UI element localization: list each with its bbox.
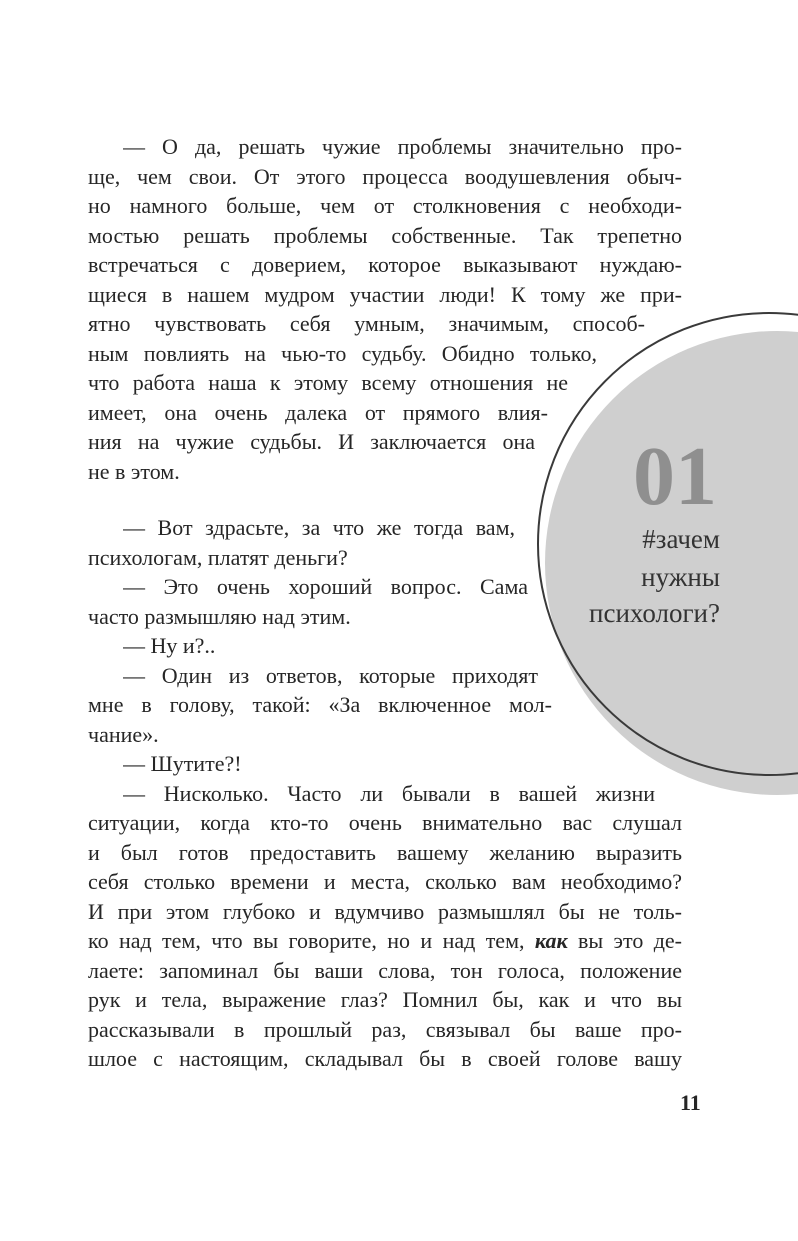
text-line: — Шутите?! — [123, 751, 242, 776]
text-line: ным повлиять на чью-то судьбу. Обидно только, — [88, 341, 597, 366]
text-line: рук и тела, выражение глаз? Помнил бы, как и что вы — [88, 987, 682, 1012]
text-line: часто размышляю над этим. — [88, 604, 351, 629]
text-line: мостью решать проблемы собственные. Так трепетно — [88, 223, 682, 248]
text-line: ния на чужие судьбы. И заключается она — [88, 429, 535, 454]
text-line: не в этом. — [88, 459, 180, 484]
text-fragment: вы это де- — [567, 928, 682, 953]
text-line: — О да, решать чужие проблемы значительно про- — [123, 134, 682, 159]
text-fragment: ко над тем, что вы говорите, но и над тем, — [88, 928, 535, 953]
page-number: 11 — [680, 1090, 701, 1115]
text-line: мне в голову, такой: «За включенное мол- — [88, 692, 552, 717]
text-line: себя столько времени и места, сколько вам необходимо? — [88, 869, 682, 894]
chapter-number: 01 — [633, 430, 717, 523]
text-line: ситуации, когда кто-то очень внимательно вас слушал — [88, 810, 682, 835]
text-line: рассказывали в прошлый раз, связывал бы ваше про- — [88, 1017, 682, 1042]
text-line: шлое с настоящим, складывал бы в своей голове вашу — [88, 1046, 682, 1071]
text-line: имеет, она очень далека от прямого влия- — [88, 400, 548, 425]
text-line: и был готов предоставить вашему желанию выразить — [88, 840, 682, 865]
text-line: — Это очень хороший вопрос. Сама — [123, 574, 528, 599]
text-line: ятно чувствовать себя умным, значимым, способ- — [88, 311, 645, 336]
text-line — [88, 926, 682, 956]
text-line: щиеся в нашем мудром участии люди! К тому же при- — [88, 282, 682, 307]
text-line: ще, чем свои. От этого процесса воодушевления обыч- — [88, 164, 682, 189]
text-line: — Вот здрасьте, за что же тогда вам, — [123, 515, 515, 540]
text-line: но намного больше, чем от столкновения с необходи- — [88, 193, 682, 218]
text-line: встречаться с доверием, которое выказывают нуждаю- — [88, 252, 682, 277]
text-line: чание». — [88, 722, 159, 747]
text-line: — Ну и?.. — [123, 633, 216, 658]
chapter-title-line: #зачем — [642, 524, 720, 554]
text-line: лаете: запоминал бы ваши слова, тон голоса, положение — [88, 958, 682, 983]
text-line: — Нисколько. Часто ли бывали в вашей жизни — [123, 781, 655, 806]
text-line: психологам, платят деньги? — [88, 545, 348, 570]
text-line: И при этом глубоко и вдумчиво размышлял бы не толь- — [88, 899, 682, 924]
text-line: что работа наша к этому всему отношения не — [88, 370, 568, 395]
emphasis-text: как — [534, 928, 568, 953]
chapter-title-line: психологи? — [589, 598, 720, 628]
text-line: — Один из ответов, которые приходят — [123, 663, 538, 688]
chapter-title-line: нужны — [641, 562, 720, 592]
